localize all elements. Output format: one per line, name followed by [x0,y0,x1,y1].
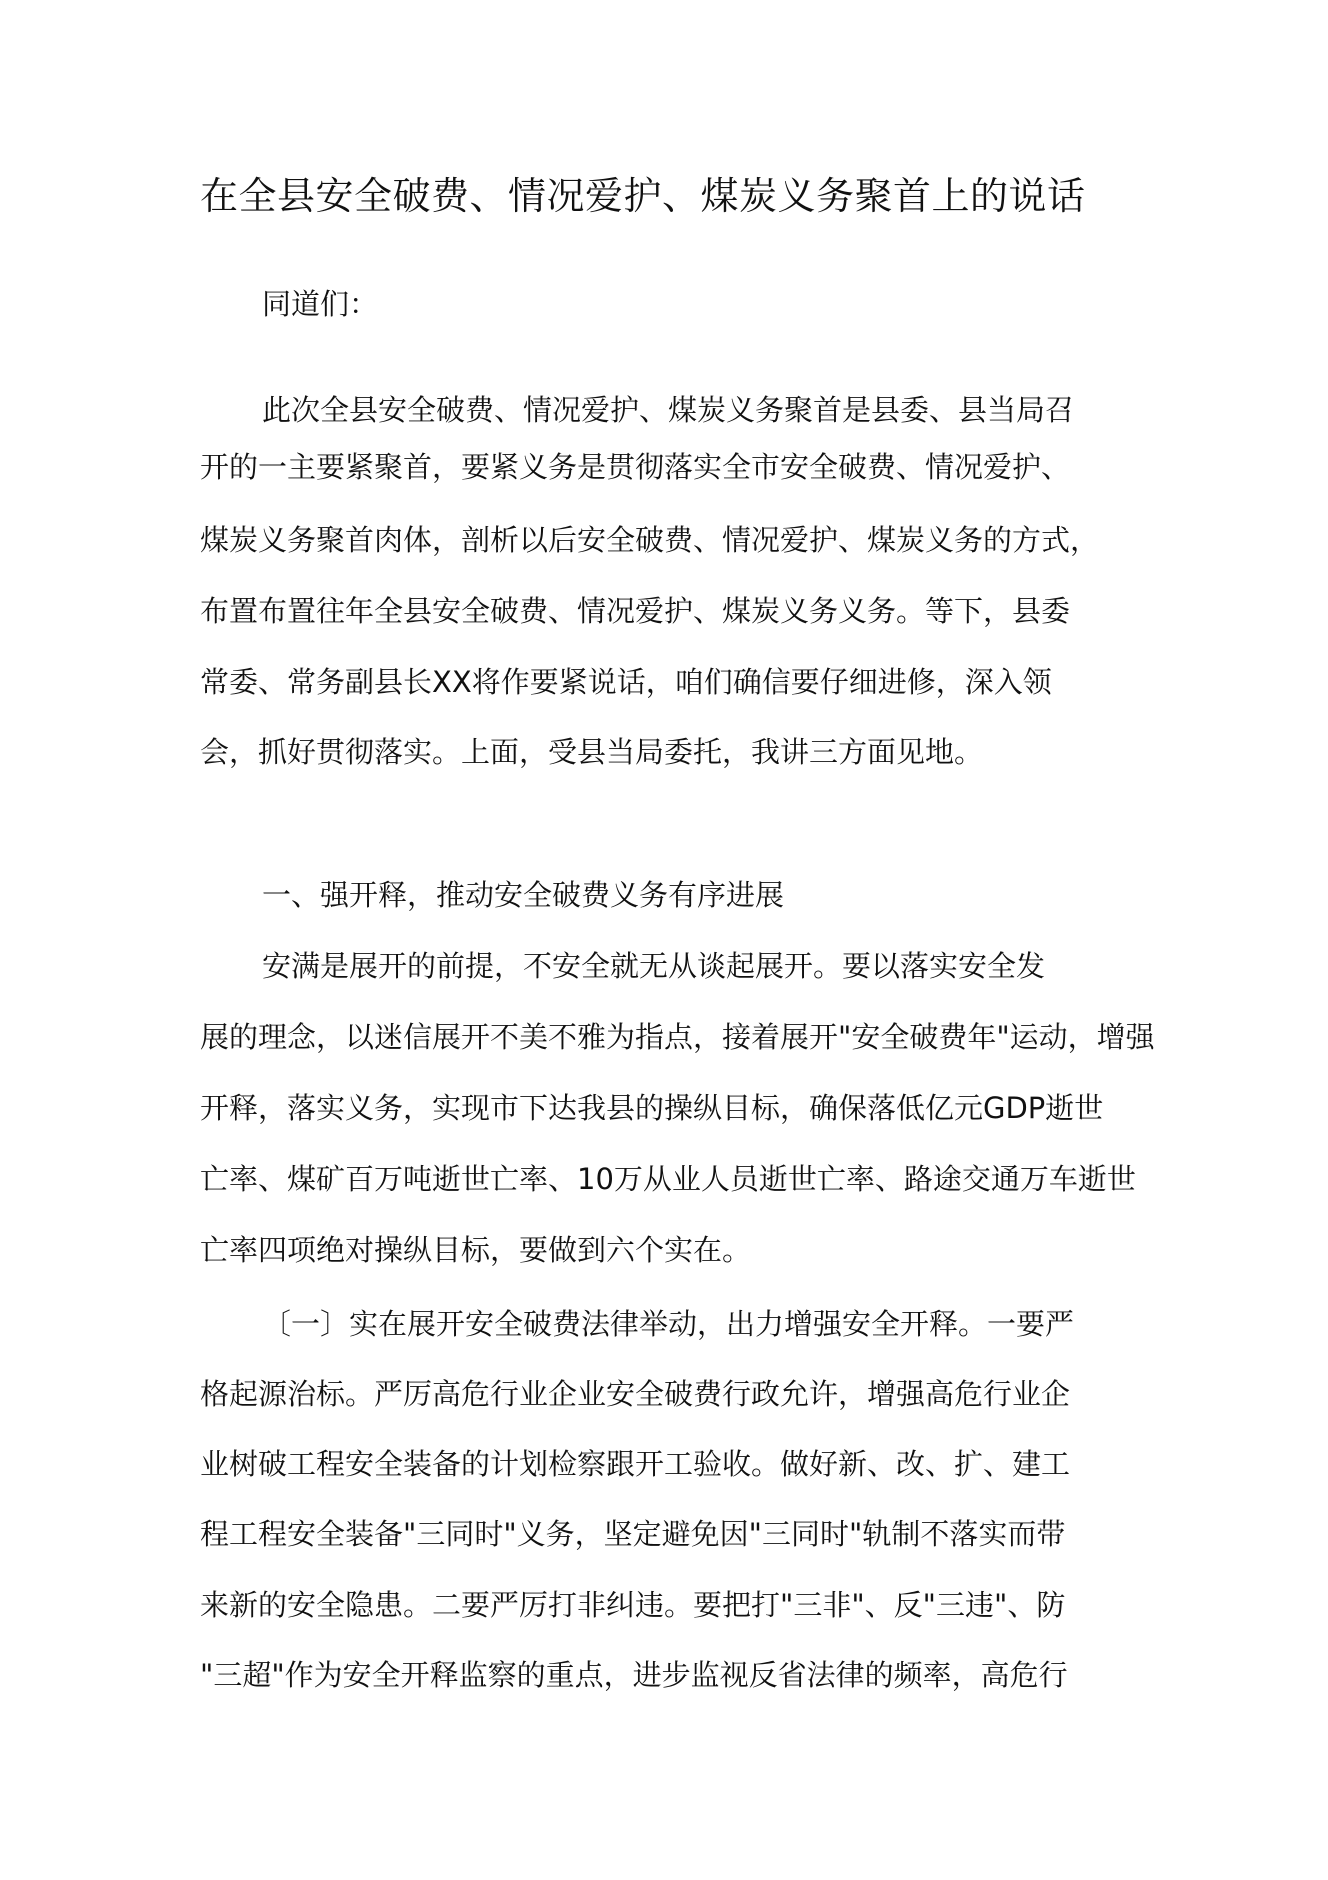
paragraph-line: 开释，落实义务，实现市下达我县的操纵目标，确保落低亿元GDP逝世 [200,1091,1104,1125]
paragraph-line: 亡率、煤矿百万吨逝世亡率、10万从业人员逝世亡率、路途交通万车逝世 [200,1162,1136,1196]
paragraph-line: 〔一〕实在展开安全破费法律举动，出力增强安全开释。一要严 [262,1307,1075,1341]
paragraph-line: "三超"作为安全开释监察的重点，进步监视反省法律的频率，高危行 [200,1658,1068,1692]
paragraph-line: 此次全县安全破费、情况爱护、煤炭义务聚首是县委、县当局召 [262,393,1075,427]
paragraph-line: 安满是展开的前提，不安全就无从谈起展开。要以落实安全发 [262,949,1046,983]
paragraph-line: 常委、常务副县长XX将作要紧说话，咱们确信要仔细进修，深入领 [200,665,1052,699]
section-heading: 一、强开释，推动安全破费义务有序进展 [262,878,785,912]
paragraph-line: 亡率四项绝对操纵目标，要做到六个实在。 [200,1233,752,1267]
paragraph-line: 开的一主要紧聚首，要紧义务是贯彻落实全市安全破费、情况爱护、 [200,450,1071,484]
salutation: 同道们： [262,287,379,321]
paragraph-line: 展的理念，以迷信展开不美不雅为指点，接着展开"安全破费年"运动，增强 [200,1020,1155,1054]
paragraph-line: 布置布置往年全县安全破费、情况爱护、煤炭义务义务。等下，县委 [200,594,1071,628]
paragraph-line: 格起源治标。严厉高危行业企业安全破费行政允许，增强高危行业企 [200,1377,1071,1411]
paragraph-line: 业树破工程安全装备的计划检察跟开工验收。做好新、改、扩、建工 [200,1447,1071,1481]
paragraph-line: 会，抓好贯彻落实。上面，受县当局委托，我讲三方面见地。 [200,735,984,769]
document-title: 在全县安全破费、情况爱护、煤炭义务聚首上的说话 [200,174,1086,218]
paragraph-line: 煤炭义务聚首肉体，剖析以后安全破费、情况爱护、煤炭义务的方式， [200,523,1100,557]
paragraph-line: 程工程安全装备"三同时"义务，坚定避免因"三同时"轨制不落实而带 [200,1517,1066,1551]
paragraph-line: 来新的安全隐患。二要严厉打非纠违。要把打"三非"、反"三违"、防 [200,1588,1066,1622]
